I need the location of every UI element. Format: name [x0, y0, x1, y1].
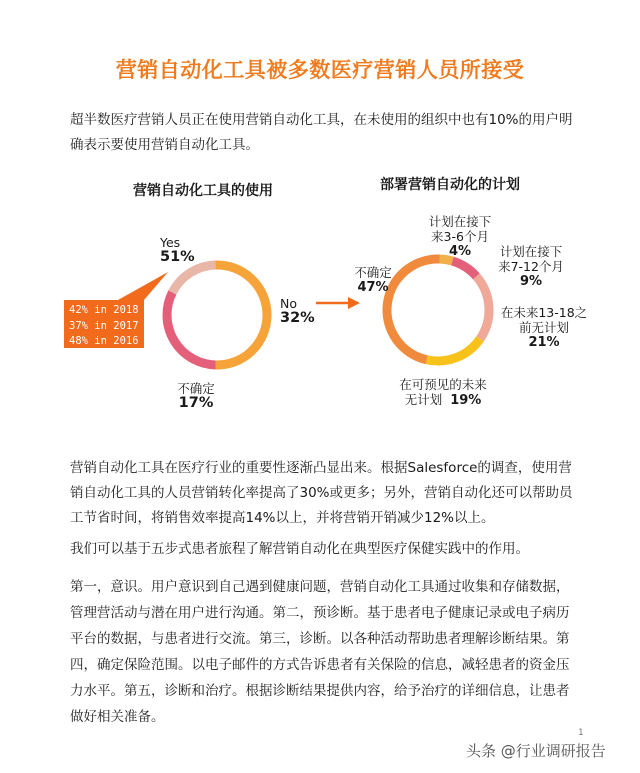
donut-slice — [167, 292, 216, 365]
chart1-heading: 营销自动化工具的使用 — [133, 183, 273, 199]
callout-line: 42% in 2018 — [69, 304, 139, 316]
value-no: 32% — [280, 310, 315, 326]
body-paragraph-3: 第一，意识。用户意识到自己遇到健康问题，营销自动化工具通过收集和存储数据，管理营活动与潜在用户进行沟通。第二，预诊断。基于患者电子健康记录或电子病历平台的数据，与患者进行交流。第三，诊断。以各种活动帮助患者理解诊断结果。第四，确定保险范围。以电子邮件的方式告诉患者有关保险的信息，减轻患者的资金压力水平。第五，诊断和治疗。根据诊断结果提供内容，给予治疗的详细信息，让患者做好相关准备。 — [70, 579, 570, 725]
value-7-12-months: 9% — [519, 274, 543, 289]
page-title: 营销自动化工具被多数医疗营销人员所接受 — [115, 58, 525, 82]
body-paragraph-2: 我们可以基于五步式患者旅程了解营销自动化在典型医疗保健实践中的作用。 — [70, 541, 529, 557]
value-unsure-1: 17% — [178, 395, 214, 411]
label-yes: Yes 51% — [160, 235, 208, 265]
watermark: 头条 @行业调研报告 — [466, 742, 606, 760]
arrow-icon — [316, 297, 360, 309]
label-3-6-months: 计划在接下 来3-6个月 4% — [418, 214, 502, 259]
donut-slice — [440, 259, 453, 261]
value-no-plan: 19% — [450, 393, 482, 408]
label-13-18-months: 在未来13-18之 前无计划 21% — [494, 305, 594, 350]
label-unsure-1: 不确定 17% — [172, 381, 220, 411]
value-13-18-months: 21% — [528, 335, 560, 350]
label-no-plan: 在可预见的未来 无计划 19% — [399, 377, 487, 408]
donut-slice — [172, 265, 215, 292]
intro-paragraph: 超半数医疗营销人员正在使用营销自动化工具，在未使用的组织中也有10%的用户明确表示要使用营销自动化工具。 — [70, 112, 573, 153]
value-unsure-2: 47% — [357, 280, 389, 295]
body-paragraph-1: 营销自动化工具在医疗行业的重要性逐渐凸显出来。根据Salesforce的调查，使用营销自动化工具的人员营销转化率提高了30%或更多；另外，营销自动化还可以帮助员工节省时间，将销售效率提高14%以上，并将营销开销减少12%以上。 — [70, 460, 573, 526]
label-unsure-2: 不确定 47% — [343, 265, 403, 295]
donut-slice — [215, 265, 267, 365]
callout-line: 48% in 2016 — [69, 335, 139, 347]
page-number: 1 — [578, 728, 584, 738]
label-7-12-months: 计划在接下 来7-12个月 9% — [490, 244, 572, 289]
donut-chart-usage — [167, 265, 267, 365]
label-no: No 32% — [280, 296, 320, 326]
donut-slice — [452, 261, 476, 276]
chart2-heading: 部署营销自动化的计划 — [380, 177, 520, 193]
donut-slice — [476, 276, 489, 338]
donut-slice — [427, 339, 480, 361]
callout-pointer — [118, 272, 168, 300]
yes-history-callout — [64, 300, 144, 348]
callout-line: 37% in 2017 — [69, 319, 139, 332]
value-yes: 51% — [160, 249, 195, 265]
value-3-6-months: 4% — [448, 244, 472, 259]
